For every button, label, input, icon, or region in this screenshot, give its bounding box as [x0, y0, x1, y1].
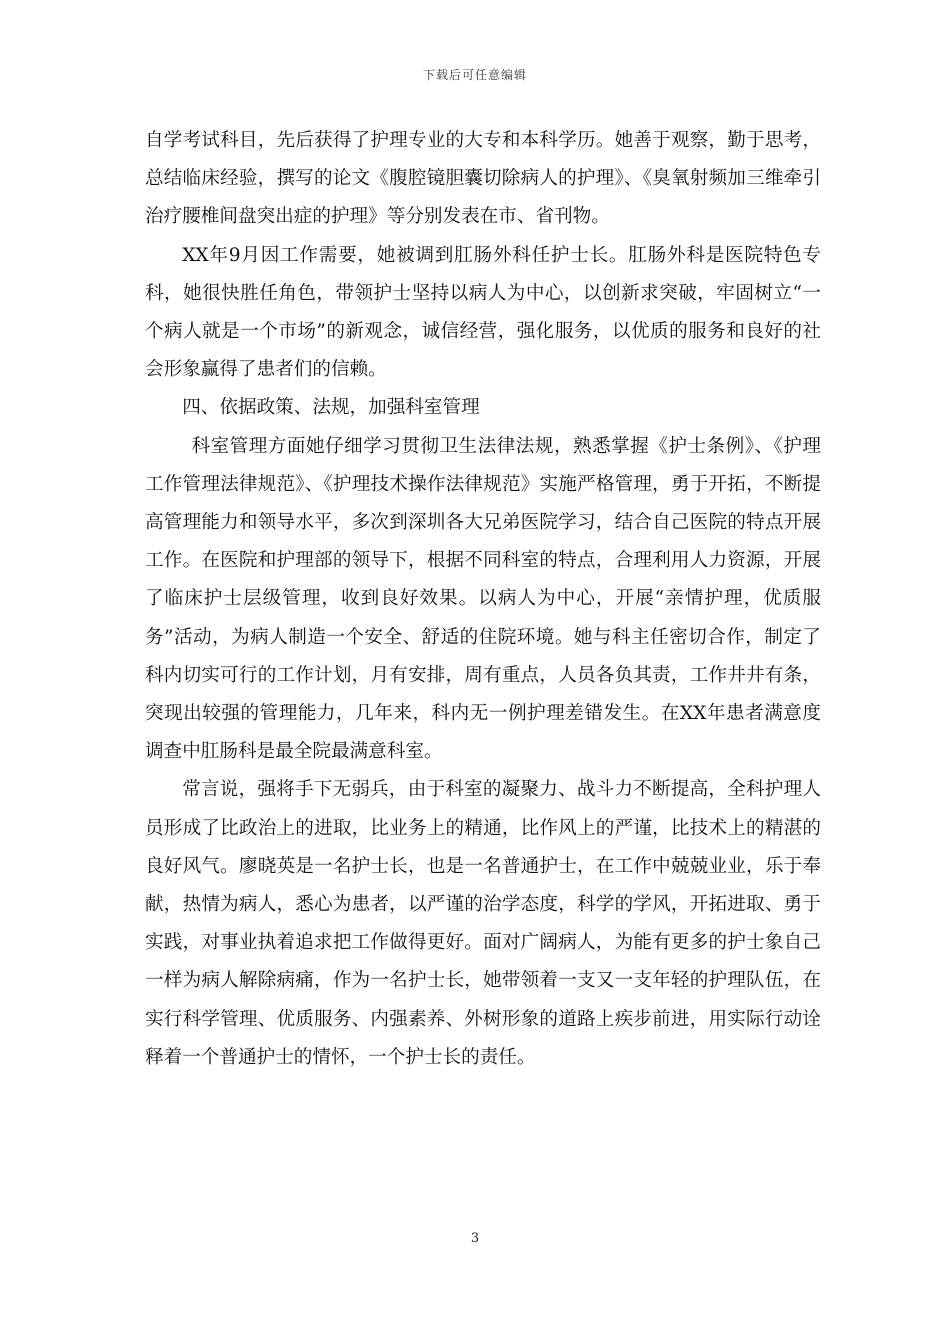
paragraph-conclusion: 常言说，强将手下无弱兵，由于科室的凝聚力、战斗力不断提高，全科护理人员形成了比政治上的进取，比业务上的精通，比作风上的严谨，比技术上的精湛的良好风气。廖晓英是一名护士长，也是一名普通护士，在工作中兢兢业业，乐于奉献，热情为病人，悉心为患者，以严谨的治学态度，科学的学风，开拓进取、勇于实践，对事业执着追求把工作做得更好。面对广阔病人，为能有更多的护士象自己一样为病人解除病痛，作为一名护士长，她带领着一支又一支年轻的护理队伍，在实行科学管理、优质服务、内强素养、外树形象的道路上疾步前进，用实际行动诠释着一个普通护士的情怀，一个护士长的责任。	[145, 779, 821, 1068]
page-header: 下载后可任意编辑	[422, 68, 527, 82]
paragraph-management: 科室管理方面她仔细学习贯彻卫生法律法规，熟悉掌握《护士条例》、《护理工作管理法律规范》、《护理技术操作法律规范》实施严格管理，勇于开拓，不断提高管理能力和领导水平，多次到深圳各大兄弟医院学习，结合自己医院的特点开展工作。在医院和护理部的领导下，根据不同科室的特点，合理利用人力资源，开展了临床护士层级管理，收到良好效果。以病人为中心，开展“亲情护理，优质服务”活动，为病人制造一个安全、舒适的住院环境。她与科主任密切合作，制定了科内切实可行的工作计划，月有安排，周有重点，人员各负其责，工作井井有条，突现出较强的管理能力，几年来，科内无一例护理差错发生。在XX年患者满意度调查中肛肠科是最全院最满意科室。	[145, 435, 821, 763]
section-heading: 四、依据政策、法规，加强科室管理	[182, 397, 480, 419]
paragraph-continued: 自学考试科目，先后获得了护理专业的大专和本科学历。她善于观察，勤于思考，总结临床经验，撰写的论文《腹腔镜胆囊切除病人的护理》、《臭氧射频加三维牵引治疗腰椎间盘突出症的护理》等分别发表在市、省刊物。	[145, 130, 821, 228]
document-body	[145, 122, 821, 1077]
paragraph-transfer: XX年9月因工作需要，她被调到肛肠外科任护士长。肛肠外科是医院特色专科，她很快胜任角色，带领护士坚持以病人为中心，以创新求突破，牢固树立“一个病人就是一个市场”的新观念，诚信经营，强化服务，以优质的服务和良好的社会形象赢得了患者们的信赖。	[145, 244, 821, 381]
page-number: 3	[470, 1231, 480, 1246]
